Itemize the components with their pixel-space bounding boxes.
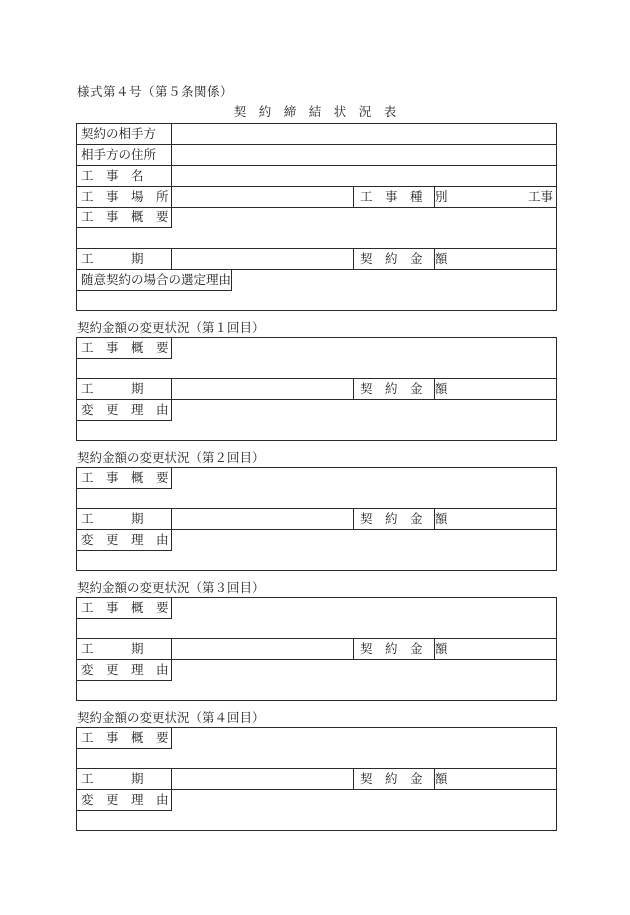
change-reason-label: 変 更 理 由 bbox=[81, 792, 169, 807]
divider bbox=[171, 467, 172, 488]
divider bbox=[76, 358, 172, 359]
change-amount-label: 契 約 金 額 bbox=[360, 641, 448, 656]
change-section-heading: 契約金額の変更状況（第３回目） bbox=[77, 580, 265, 595]
change-amount-label: 契 約 金 額 bbox=[360, 381, 448, 396]
selection-reason-label: 随意契約の場合の選定理由 bbox=[81, 272, 232, 287]
work-type-label: 工 事 種 別 bbox=[360, 189, 448, 204]
change-amount-label: 契 約 金 額 bbox=[360, 511, 448, 526]
document-title: 契 約 締 結 状 況 表 bbox=[233, 104, 397, 119]
change-summary-label: 工 事 概 要 bbox=[81, 470, 169, 485]
work-summary-label: 工 事 概 要 bbox=[81, 209, 169, 224]
divider bbox=[76, 488, 172, 489]
divider bbox=[76, 420, 172, 421]
divider bbox=[76, 638, 557, 639]
divider bbox=[171, 529, 172, 550]
divider bbox=[171, 378, 172, 399]
change-period-label: 工 期 bbox=[81, 771, 144, 786]
divider bbox=[353, 768, 354, 789]
divider bbox=[171, 768, 172, 789]
divider bbox=[76, 810, 172, 811]
change-amount-label: 契 約 金 額 bbox=[360, 771, 448, 786]
partner-label: 契約の相手方 bbox=[81, 126, 157, 141]
divider bbox=[171, 789, 172, 810]
partner-address-label: 相手方の住所 bbox=[81, 147, 157, 162]
divider bbox=[171, 337, 172, 358]
change-section-heading: 契約金額の変更状況（第２回目） bbox=[77, 450, 265, 465]
divider bbox=[171, 659, 172, 680]
change-section-heading: 契約金額の変更状況（第１回目） bbox=[77, 320, 265, 335]
divider bbox=[171, 508, 172, 529]
change-summary-label: 工 事 概 要 bbox=[81, 340, 169, 355]
divider bbox=[76, 618, 172, 619]
divider bbox=[76, 680, 172, 681]
divider bbox=[353, 378, 354, 399]
change-section-heading: 契約金額の変更状況（第４回目） bbox=[77, 710, 265, 725]
divider bbox=[76, 550, 172, 551]
change-reason-label: 変 更 理 由 bbox=[81, 662, 169, 677]
change-reason-label: 変 更 理 由 bbox=[81, 532, 169, 547]
divider bbox=[76, 768, 557, 769]
change-period-label: 工 期 bbox=[81, 511, 144, 526]
divider bbox=[171, 638, 172, 659]
divider bbox=[76, 378, 557, 379]
work-type-suffix: 工事 bbox=[528, 189, 554, 204]
work-name-label: 工 事 名 bbox=[81, 168, 144, 183]
divider bbox=[171, 597, 172, 618]
divider bbox=[171, 399, 172, 420]
divider bbox=[76, 748, 172, 749]
divider bbox=[353, 508, 354, 529]
change-summary-label: 工 事 概 要 bbox=[81, 730, 169, 745]
change-reason-label: 変 更 理 由 bbox=[81, 402, 169, 417]
change-summary-label: 工 事 概 要 bbox=[81, 600, 169, 615]
period-label: 工 期 bbox=[81, 251, 144, 266]
change-period-label: 工 期 bbox=[81, 381, 144, 396]
change-period-label: 工 期 bbox=[81, 641, 144, 656]
divider bbox=[76, 508, 557, 509]
form-number: 様式第４号（第５条関係） bbox=[77, 84, 234, 99]
amount-label: 契 約 金 額 bbox=[360, 251, 448, 266]
work-site-label: 工 事 場 所 bbox=[81, 189, 169, 204]
divider bbox=[353, 638, 354, 659]
divider bbox=[171, 727, 172, 748]
